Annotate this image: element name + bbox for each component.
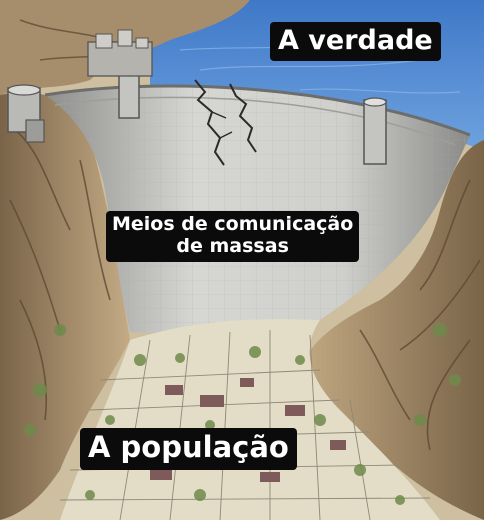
dam-tower-right <box>364 98 386 164</box>
population-label: A população <box>80 428 297 470</box>
truth-label: A verdade <box>270 22 441 61</box>
mass-media-label-line2: de massas <box>176 234 289 257</box>
mass-media-label <box>106 211 359 262</box>
mass-media-label-line1: Meios de comunicação <box>112 213 354 235</box>
